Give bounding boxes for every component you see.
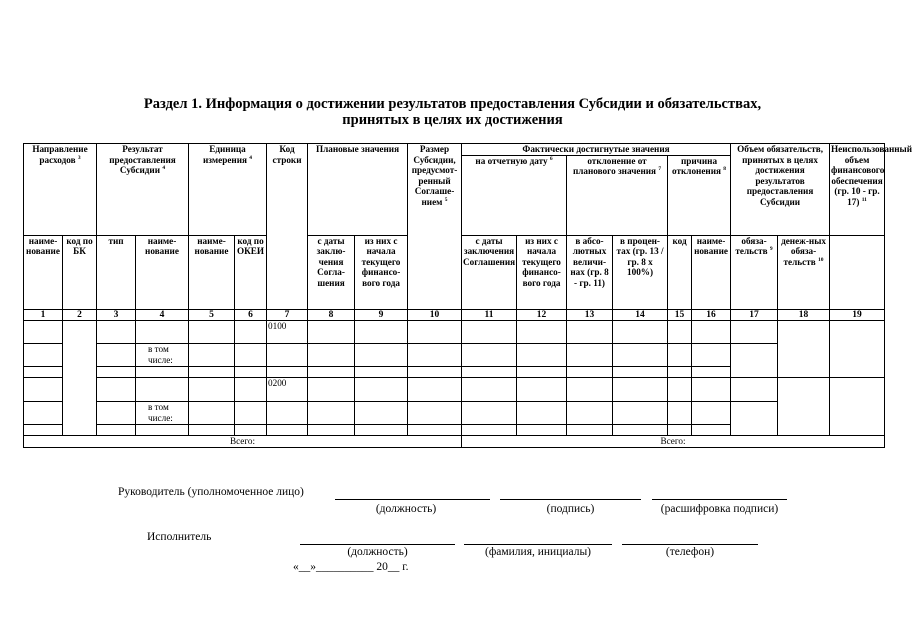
column-number: 4 (136, 309, 189, 321)
header-expense-direction: Направление расходов $^3$ (24, 144, 97, 236)
column-number: 13 (567, 309, 613, 321)
executor-position-line (300, 544, 455, 545)
table-row (24, 321, 885, 344)
sub-header-unused-blank (830, 235, 885, 309)
column-number: 19 (830, 309, 885, 321)
header-obligations: Объем обязательств, принятых в целях достижения результатов предоставления Субсидии (731, 144, 830, 236)
executor-label: Исполнитель (147, 531, 212, 543)
header-deviation: отклонение от планового значения $^7$ (567, 155, 668, 235)
executor-name-caption: (фамилия, инициалы) (484, 546, 592, 558)
column-number: 10 (408, 309, 462, 321)
header-planned-values: Плановые значения (308, 144, 408, 236)
column-number: 18 (778, 309, 830, 321)
column-number: 16 (692, 309, 731, 321)
head-signature-line (500, 499, 641, 500)
column-number: 17 (731, 309, 778, 321)
header-unit: Единица измерения $^4$ (189, 144, 267, 236)
column-number: 6 (235, 309, 267, 321)
header-as-of-date: на отчетную дату $^6$ (462, 155, 567, 235)
sub-header-deviation-percent: в процен-тах (гр. 13 / гр. 8 x 100%) (613, 235, 668, 309)
total-label: Всего: (462, 436, 885, 448)
header-unused-amount: Неиспользованный объем финансового обеспечения (гр. 10 - гр. 17) $^{11}$ (830, 144, 885, 236)
section-title-line1: Раздел 1. Информация о достижении результатов предоставления Субсидии и обязательствах, (143, 96, 762, 112)
column-number: 2 (63, 309, 97, 321)
head-name-caption: (расшифровка подписи) (660, 503, 779, 515)
column-number: 7 (267, 309, 308, 321)
row-code-cell: 0100 (267, 321, 308, 344)
sub-header-name: наиме-нование (24, 235, 63, 309)
executor-phone-line (622, 544, 758, 545)
executor-phone-caption: (телефон) (665, 546, 715, 558)
column-number: 9 (355, 309, 408, 321)
sub-header-obligations: обяза-тельств $^9$ (731, 235, 778, 309)
sub-header-plan-current-year: из них с начала текущего финансо-вого года (355, 235, 408, 309)
total-row (24, 436, 885, 448)
sub-header-type: тип (97, 235, 136, 309)
sub-header-reason-name: наиме-нование (692, 235, 731, 309)
header-row-code: Код строки (267, 144, 308, 310)
header-deviation-reason: причина отклонения $^8$ (668, 155, 731, 235)
sub-header-money-obligations: денеж-ных обяза-тельств $^{10}$ (778, 235, 830, 309)
column-number: 1 (24, 309, 63, 321)
date-line: «__»__________ 20__ г. (293, 561, 409, 573)
header-actual-values: Фактически достигнутые значения (462, 144, 731, 156)
table-row (24, 367, 885, 378)
head-name-line (652, 499, 787, 500)
head-position-caption: (должность) (375, 503, 437, 515)
executor-name-line (464, 544, 612, 545)
including-label: в том числе: (136, 402, 189, 425)
sub-header-result-name: наиме-нование (136, 235, 189, 309)
header-subsidy-amount: Размер Субсидии, предусмот-ренный Соглаше-нием $^5$ (408, 144, 462, 310)
sub-header-plan-since-agreement: с даты заклю-чения Согла-шения (308, 235, 355, 309)
header-subsidy-result: Результат предоставления Субсидии $^4$ (97, 144, 189, 236)
column-number: 12 (517, 309, 567, 321)
column-number: 14 (613, 309, 668, 321)
column-number: 3 (97, 309, 136, 321)
column-number: 11 (462, 309, 517, 321)
table-row (24, 425, 885, 436)
sub-header-actual-current-year: из них с начала текущего финансо-вого года (517, 235, 567, 309)
section-title-line2: принятых в целях их достижения (342, 112, 563, 128)
table-row (24, 378, 885, 402)
sub-header-okei-code: код по ОКЕИ (235, 235, 267, 309)
total-label: Всего: (24, 436, 462, 448)
column-number: 8 (308, 309, 355, 321)
column-number: 15 (668, 309, 692, 321)
results-table (23, 143, 912, 448)
sub-header-deviation-absolute: в абсо-лютных величи-нах (гр. 8 - гр. 11) (567, 235, 613, 309)
including-label: в том числе: (136, 344, 189, 367)
sub-header-reason-code: код (668, 235, 692, 309)
table-row (24, 402, 885, 425)
sub-header-unit-name: наиме-нование (189, 235, 235, 309)
head-signature-caption: (подпись) (546, 503, 595, 515)
head-position-line (335, 499, 490, 500)
executor-position-caption: (должность) (347, 546, 408, 558)
table-row (24, 344, 885, 367)
sub-header-actual-since-agreement: с даты заключения Соглашения (462, 235, 517, 309)
head-label: Руководитель (уполномоченное лицо) (118, 486, 304, 498)
row-code-cell: 0200 (267, 378, 308, 402)
sub-header-bk-code: код по БК (63, 235, 97, 309)
column-number: 5 (189, 309, 235, 321)
